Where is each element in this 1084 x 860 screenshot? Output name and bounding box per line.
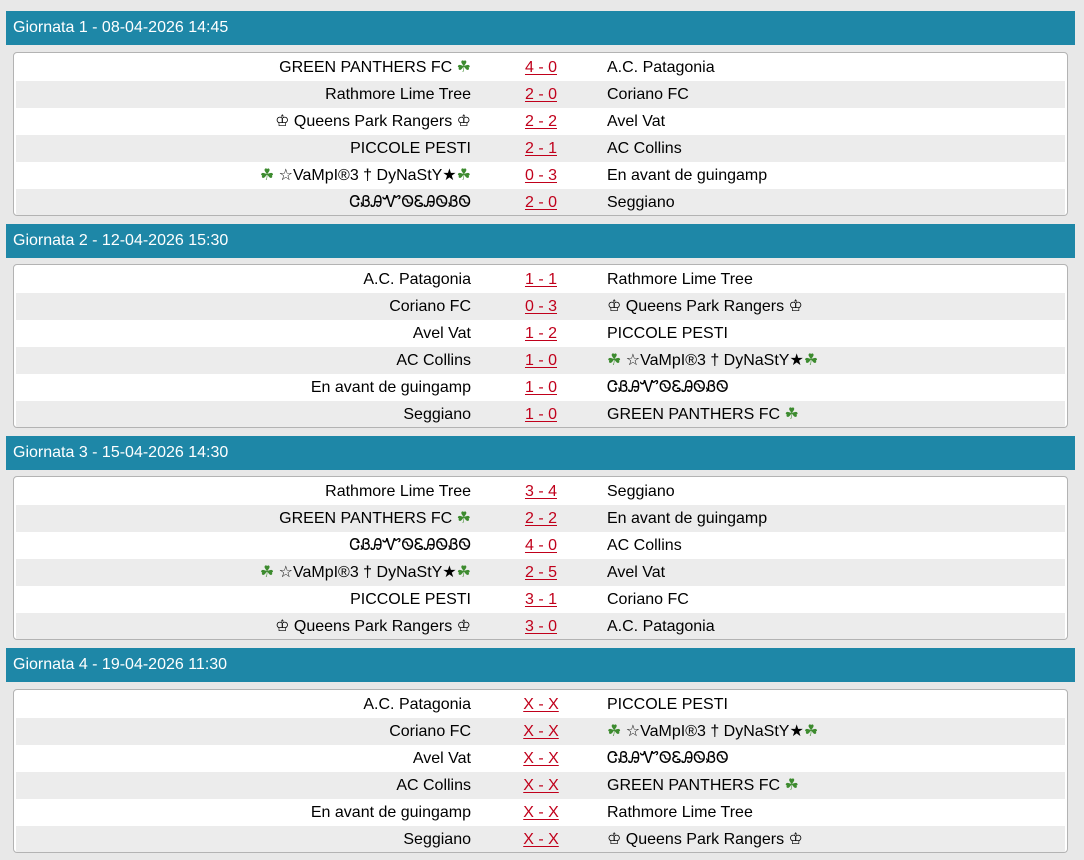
- home-team: En avant de guingamp: [310, 379, 471, 396]
- match-row: [16, 54, 1065, 81]
- score-text[interactable]: 2 - 0: [524, 194, 557, 211]
- shamrock-icon: ☘: [607, 352, 622, 369]
- home-team: AC Collins: [396, 777, 471, 794]
- score-link[interactable]: [506, 320, 576, 347]
- score-text[interactable]: X - X: [523, 723, 559, 740]
- score-text[interactable]: 1 - 2: [524, 325, 557, 342]
- score-link[interactable]: [506, 135, 576, 162]
- home-team: Coriano FC: [389, 723, 471, 740]
- shamrock-icon: ☘: [259, 564, 275, 581]
- home-team: AC Collins: [396, 352, 471, 369]
- match-row: [16, 108, 1065, 135]
- match-row: [16, 374, 1065, 401]
- match-row: [16, 266, 1065, 293]
- away-team: GREEN PANTHERS FC ☘: [607, 406, 799, 423]
- score-text[interactable]: 1 - 0: [524, 352, 557, 369]
- shamrock-icon: ☘: [607, 723, 622, 740]
- score-text[interactable]: 4 - 0: [524, 537, 557, 554]
- home-team: Rathmore Lime Tree: [325, 483, 471, 500]
- home-team: En avant de guingamp: [310, 804, 471, 821]
- score-link[interactable]: [506, 293, 576, 320]
- score-link[interactable]: [506, 54, 576, 81]
- away-team: AC Collins: [607, 537, 682, 554]
- match-row: [16, 81, 1065, 108]
- away-team: Avel Vat: [607, 564, 666, 581]
- round-matches-table: [13, 689, 1068, 853]
- match-row: [16, 826, 1065, 853]
- away-team: En avant de guingamp: [607, 510, 768, 527]
- round-header: Giornata 3 - 15-04-2026 14:30: [6, 436, 1075, 470]
- away-team: GREEN PANTHERS FC ☘: [607, 777, 799, 794]
- away-team: ☘ ☆VaMpI®3 † DyNaStY★☘: [607, 723, 819, 740]
- score-link[interactable]: [506, 691, 576, 718]
- score-link[interactable]: [506, 799, 576, 826]
- match-row: [16, 505, 1065, 532]
- shamrock-icon: ☘: [456, 59, 471, 76]
- away-team: En avant de guingamp: [607, 167, 768, 184]
- match-row: [16, 799, 1065, 826]
- home-team: Avel Vat: [412, 325, 471, 342]
- home-team: Coriano FC: [389, 298, 471, 315]
- score-link[interactable]: [506, 559, 576, 586]
- score-text[interactable]: 1 - 0: [524, 379, 557, 396]
- match-row: [16, 189, 1065, 216]
- match-row: [16, 559, 1065, 586]
- match-row: [16, 320, 1065, 347]
- away-team: Seggiano: [607, 483, 675, 500]
- home-team: PICCOLE PESTI: [350, 591, 471, 608]
- home-team: ☘ ☆VaMpI®3 † DyNaStY★☘: [259, 167, 471, 184]
- away-team: AC Collins: [607, 140, 682, 157]
- match-row: [16, 478, 1065, 505]
- home-team: Rathmore Lime Tree: [325, 86, 471, 103]
- score-link[interactable]: [506, 586, 576, 613]
- away-team: A.C. Patagonia: [607, 618, 715, 635]
- match-row: [16, 745, 1065, 772]
- away-team: Seggiano: [607, 194, 675, 211]
- score-text[interactable]: 3 - 0: [524, 618, 557, 635]
- match-row: [16, 347, 1065, 374]
- away-team: Rathmore Lime Tree: [607, 804, 753, 821]
- score-link[interactable]: [506, 745, 576, 772]
- score-text[interactable]: 0 - 3: [524, 167, 557, 184]
- score-link[interactable]: [506, 478, 576, 505]
- score-link[interactable]: [506, 347, 576, 374]
- home-team: A.C. Patagonia: [363, 271, 471, 288]
- match-row: [16, 532, 1065, 559]
- shamrock-icon: ☘: [803, 352, 819, 369]
- round-header: Giornata 1 - 08-04-2026 14:45: [6, 11, 1075, 45]
- match-row: [16, 293, 1065, 320]
- home-team: Seggiano: [403, 831, 471, 848]
- away-team: ♔ Queens Park Rangers ♔: [607, 298, 803, 315]
- away-team: Coriano FC: [607, 591, 689, 608]
- score-text[interactable]: 0 - 3: [524, 298, 557, 315]
- score-text[interactable]: 3 - 4: [524, 483, 557, 500]
- away-team: ᏣᏰᎯᏉᏫᏋᎯᏫᏰᏫ: [607, 379, 729, 396]
- score-text[interactable]: X - X: [523, 831, 559, 848]
- home-team: ♔ Queens Park Rangers ♔: [275, 113, 471, 130]
- score-link[interactable]: [506, 718, 576, 745]
- home-team: GREEN PANTHERS FC ☘: [279, 510, 471, 527]
- home-team: Avel Vat: [412, 750, 471, 767]
- score-link[interactable]: [506, 532, 576, 559]
- score-text[interactable]: X - X: [523, 750, 559, 767]
- score-link[interactable]: [506, 81, 576, 108]
- score-text[interactable]: X - X: [523, 696, 559, 713]
- score-link[interactable]: [506, 505, 576, 532]
- score-link[interactable]: [506, 374, 576, 401]
- score-text[interactable]: 2 - 0: [524, 86, 557, 103]
- shamrock-icon: ☘: [803, 723, 819, 740]
- score-text[interactable]: 1 - 0: [524, 406, 557, 423]
- score-text[interactable]: 4 - 0: [524, 59, 557, 76]
- score-text[interactable]: X - X: [523, 777, 559, 794]
- score-text[interactable]: 2 - 1: [524, 140, 557, 157]
- shamrock-icon: ☘: [784, 406, 799, 423]
- match-row: [16, 401, 1065, 428]
- match-row: [16, 135, 1065, 162]
- score-link[interactable]: [506, 266, 576, 293]
- away-team: ♔ Queens Park Rangers ♔: [607, 831, 803, 848]
- home-team: ᏣᏰᎯᏉᏫᏋᎯᏫᏰᏫ: [349, 537, 471, 554]
- away-team: ☘ ☆VaMpI®3 † DyNaStY★☘: [607, 352, 819, 369]
- away-team: ᏣᏰᎯᏉᏫᏋᎯᏫᏰᏫ: [607, 750, 729, 767]
- score-link[interactable]: [506, 189, 576, 216]
- score-text[interactable]: 2 - 2: [524, 510, 557, 527]
- score-link[interactable]: [506, 826, 576, 853]
- score-text[interactable]: 3 - 1: [524, 591, 557, 608]
- score-text[interactable]: 2 - 2: [524, 113, 557, 130]
- match-row: [16, 718, 1065, 745]
- shamrock-icon: ☘: [456, 564, 471, 581]
- round-matches-table: [13, 476, 1068, 640]
- score-link[interactable]: [506, 162, 576, 189]
- shamrock-icon: ☘: [259, 167, 275, 184]
- home-team: ☘ ☆VaMpI®3 † DyNaStY★☘: [259, 564, 471, 581]
- score-link[interactable]: [506, 108, 576, 135]
- score-text[interactable]: 1 - 1: [524, 271, 557, 288]
- score-text[interactable]: 2 - 5: [524, 564, 557, 581]
- home-team: ♔ Queens Park Rangers ♔: [275, 618, 471, 635]
- match-row: [16, 162, 1065, 189]
- round-matches-table: [13, 264, 1068, 428]
- score-link[interactable]: [506, 613, 576, 640]
- match-row: [16, 772, 1065, 799]
- round-header: Giornata 4 - 19-04-2026 11:30: [6, 648, 1075, 682]
- score-link[interactable]: [506, 401, 576, 428]
- home-team: ᏣᏰᎯᏉᏫᏋᎯᏫᏰᏫ: [349, 194, 471, 211]
- home-team: PICCOLE PESTI: [350, 140, 471, 157]
- away-team: A.C. Patagonia: [607, 59, 715, 76]
- home-team: Seggiano: [403, 406, 471, 423]
- round-matches-table: [13, 52, 1068, 216]
- shamrock-icon: ☘: [456, 167, 471, 184]
- score-text[interactable]: X - X: [523, 804, 559, 821]
- home-team: GREEN PANTHERS FC ☘: [279, 59, 471, 76]
- away-team: PICCOLE PESTI: [607, 696, 728, 713]
- home-team: A.C. Patagonia: [363, 696, 471, 713]
- score-link[interactable]: [506, 772, 576, 799]
- match-row: [16, 691, 1065, 718]
- shamrock-icon: ☘: [784, 777, 799, 794]
- match-row: [16, 586, 1065, 613]
- away-team: PICCOLE PESTI: [607, 325, 728, 342]
- match-row: [16, 613, 1065, 640]
- shamrock-icon: ☘: [456, 510, 471, 527]
- away-team: Avel Vat: [607, 113, 666, 130]
- round-header: Giornata 2 - 12-04-2026 15:30: [6, 224, 1075, 258]
- away-team: Rathmore Lime Tree: [607, 271, 753, 288]
- away-team: Coriano FC: [607, 86, 689, 103]
